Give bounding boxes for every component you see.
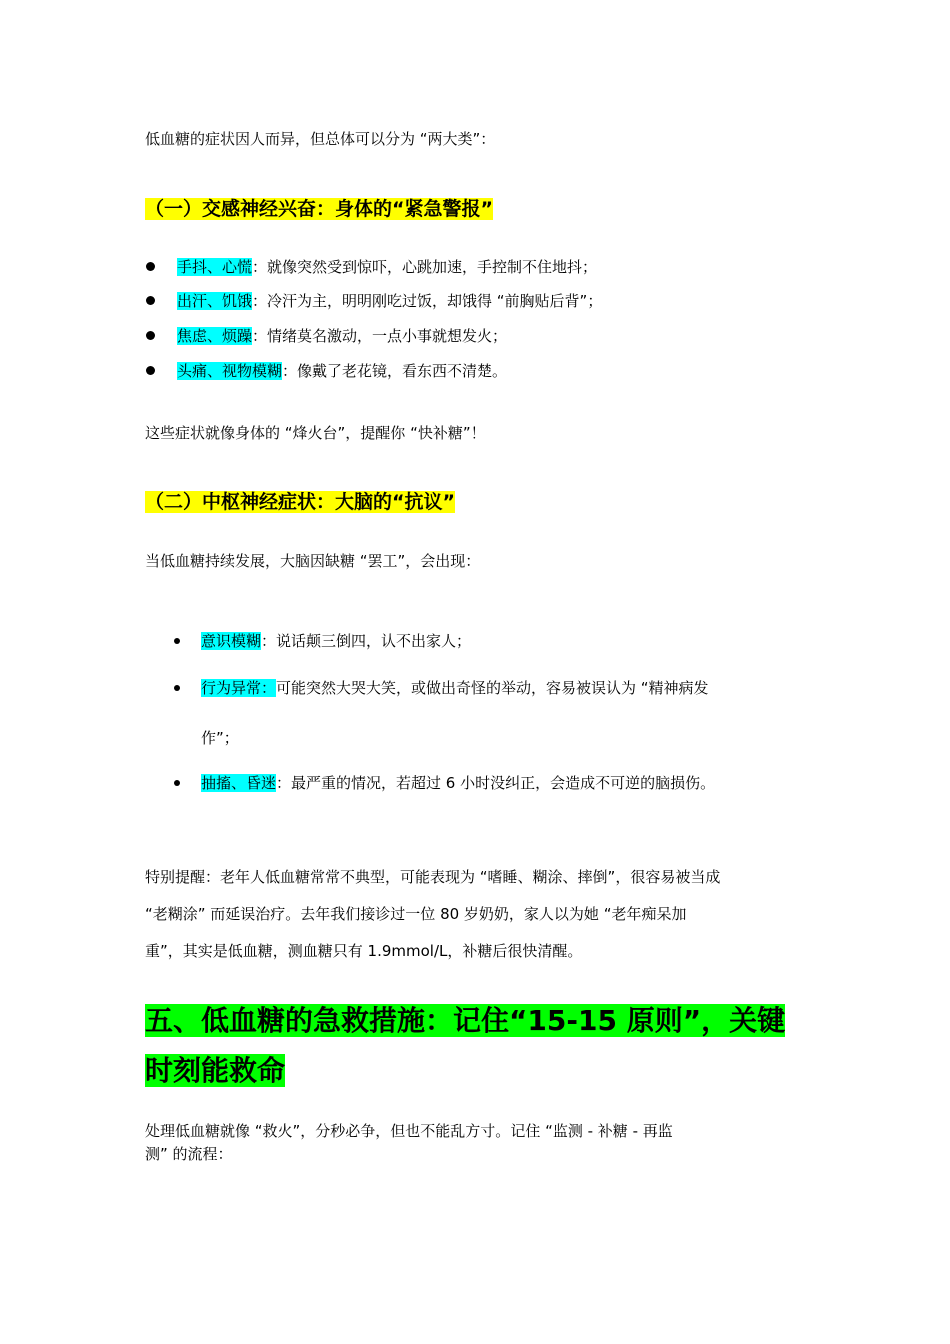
list-item-term: 手抖、心慌 [177, 258, 253, 276]
section5-para-line: 测” 的流程： [145, 1145, 233, 1163]
bullet-dot-icon [174, 685, 180, 691]
list-item [177, 360, 507, 382]
list-item [177, 256, 597, 278]
bullet-dot-icon [146, 262, 155, 271]
list-item-term: 出汗、饥饿 [177, 292, 253, 310]
list-item [201, 677, 709, 699]
list-item-text: ：就像突然受到惊吓，心跳加速，手控制不住地抖； [252, 258, 598, 276]
list-item-term: 焦虑、烦躁 [177, 327, 253, 345]
list-item-text: ：最严重的情况，若超过 6 小时没纠正，会造成不可逆的脑损伤。 [276, 774, 716, 792]
bullet-dot-icon [146, 331, 155, 340]
section2-intro: 当低血糖持续发展，大脑因缺糖 “罢工”，会出现： [145, 552, 481, 570]
reminder-line: 特别提醒：老年人低血糖常常不典型，可能表现为 “嗜睡、糊涂、摔倒”，很容易被当成 [145, 868, 721, 886]
list-item-term: 头痛、视物模糊 [177, 362, 283, 380]
section2-heading-text: （二）中枢神经症状：大脑的“抗议” [145, 491, 455, 513]
section2-heading [145, 488, 455, 516]
intro-text: 低血糖的症状因人而异，但总体可以分为 “两大类”： [145, 130, 496, 148]
bullet-dot-icon [146, 366, 155, 375]
section1-heading-text: （一）交感神经兴奋：身体的“紧急警报” [145, 198, 493, 220]
list-item-continuation: 作”； [201, 729, 239, 747]
bullet-dot-icon [174, 638, 180, 644]
list-item-term: 意识模糊 [201, 632, 262, 650]
list-item-term: 行为异常： [201, 679, 277, 697]
section5-heading-text: 时刻能救命 [145, 1054, 286, 1087]
list-item-text: ：像戴了老花镜，看东西不清楚。 [282, 362, 508, 380]
list-item-text: ：说话颠三倒四，认不出家人； [261, 632, 472, 650]
section5-heading-line [145, 999, 785, 1043]
reminder-line: “老糊涂” 而延误治疗。去年我们接诊过一位 80 岁奶奶，家人以为她 “老年痴呆加 [145, 905, 687, 923]
bullet-dot-icon [146, 296, 155, 305]
section1-summary: 这些症状就像身体的 “烽火台”，提醒你 “快补糖”！ [145, 424, 486, 442]
list-item-term: 抽搐、昏迷 [201, 774, 277, 792]
list-item-text: 可能突然大哭大笑，或做出奇怪的举动，容易被误认为 “精神病发 [276, 679, 709, 697]
section5-para-line: 处理低血糖就像 “救火”，分秒必争，但也不能乱方寸。记住 “监测 - 补糖 - 再监 [145, 1122, 673, 1140]
list-item [201, 630, 471, 652]
list-item-text: ：冷汗为主，明明刚吃过饭，却饿得 “前胸贴后背”； [252, 292, 603, 310]
section1-heading [145, 195, 493, 223]
list-item [201, 772, 715, 794]
section5-heading-text: 五、低血糖的急救措施：记住“15-15 原则”，关键 [145, 1004, 786, 1037]
list-item-text: ：情绪莫名激动，一点小事就想发火； [252, 327, 508, 345]
reminder-line: 重”，其实是低血糖，测血糖只有 1.9mmol/L，补糖后很快清醒。 [145, 942, 583, 960]
list-item [177, 290, 602, 312]
bullet-dot-icon [174, 780, 180, 786]
section5-heading-line [145, 1049, 285, 1093]
list-item [177, 325, 507, 347]
